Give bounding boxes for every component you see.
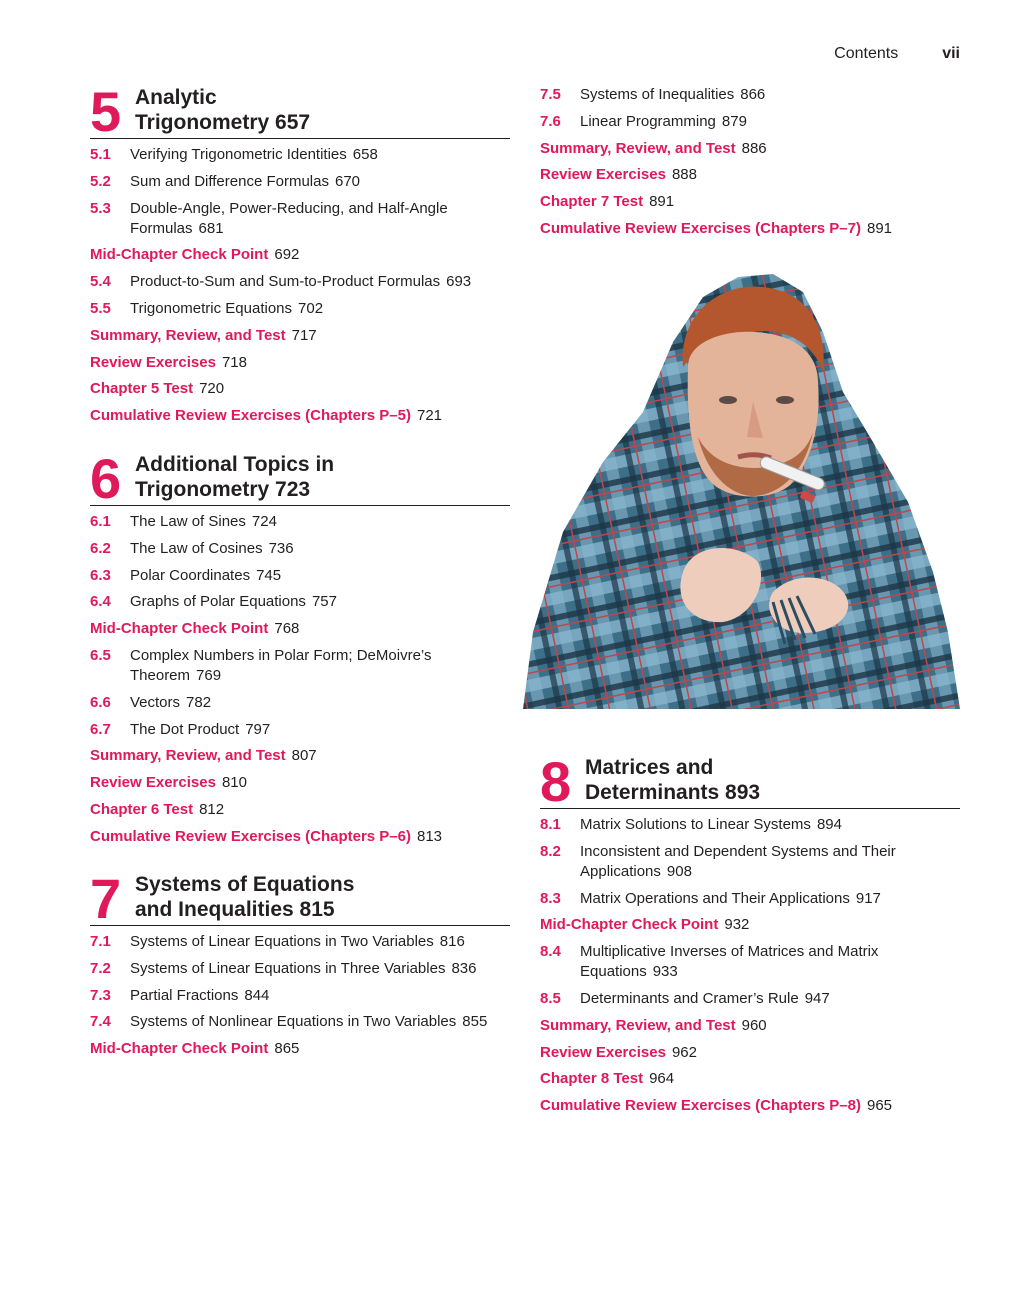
section-number: 5.4 <box>90 273 111 291</box>
chapter-title-line2: and Inequalities 815 <box>135 898 335 921</box>
section-title <box>130 145 510 165</box>
page-ref: 813 <box>416 827 443 845</box>
section-title-text: Systems of Nonlinear Equations in Two Variables <box>130 1013 457 1031</box>
section-number: 8.5 <box>540 989 561 1007</box>
toc-special-entry <box>90 619 510 639</box>
section-number: 7.6 <box>540 112 561 130</box>
page-ref: 886 <box>741 139 767 157</box>
chapter-number: 8 <box>540 750 571 813</box>
entry-label: Review Exercises <box>540 1043 666 1061</box>
section-title-text: Graphs of Polar Equations <box>130 593 306 611</box>
entry-label: Mid-Chapter Check Point <box>90 620 269 638</box>
entry-label: Cumulative Review Exercises (Chapters P–6) <box>90 827 411 845</box>
toc-special-entry <box>540 219 960 239</box>
entry-label: Summary, Review, and Test <box>540 1016 736 1034</box>
section-number: 7.1 <box>90 933 111 950</box>
page-ref: 865 <box>274 1040 300 1058</box>
section-title <box>130 932 510 952</box>
toc-section-entry <box>90 959 510 979</box>
running-head <box>834 45 960 63</box>
chapter-heading <box>540 750 960 813</box>
toc-special-entry <box>90 245 510 265</box>
section-title <box>130 566 510 586</box>
page-ref: 816 <box>439 933 465 950</box>
section-title-text: Vectors <box>130 693 181 711</box>
section-title <box>580 815 960 835</box>
toc-section-entry <box>90 1012 510 1032</box>
toc-section-entry <box>90 199 510 239</box>
section-title <box>580 989 960 1009</box>
page-ref: 724 <box>251 513 277 530</box>
toc-section-entry <box>90 172 510 192</box>
section-title-text: Complex Numbers in Polar Form; DeMoivre’s <box>130 646 432 664</box>
toc-special-entry <box>540 1043 960 1063</box>
section-number: 7.2 <box>90 959 111 977</box>
page-ref: 718 <box>221 353 247 371</box>
chapter-title-line1: Systems of Equations <box>135 873 355 896</box>
section-title-text: Verifying Trigonometric Identities <box>130 146 347 163</box>
section-title-text: Matrix Solutions to Linear Systems <box>580 816 811 833</box>
section-number: 6.4 <box>90 593 111 611</box>
toc-special-entry <box>90 406 510 426</box>
section-number: 6.5 <box>90 646 111 664</box>
section-number: 5.3 <box>90 199 111 217</box>
toc-section-entry <box>90 145 510 165</box>
toc-special-entry <box>540 192 960 212</box>
entry-label: Chapter 7 Test <box>540 193 644 211</box>
chapter-7-continued <box>540 85 960 246</box>
section-title-text: Double-Angle, Power-Reducing, and Half-Angle <box>130 199 448 217</box>
toc-section-entry <box>540 889 960 909</box>
chapter-heading <box>90 447 510 510</box>
toc-section-entry <box>90 512 510 532</box>
page-ref: 769 <box>196 666 222 684</box>
section-title-text: The Law of Sines <box>130 513 246 530</box>
page-ref: 891 <box>866 219 893 237</box>
page-ref: 768 <box>274 620 300 638</box>
section-title <box>130 986 510 1006</box>
section-title <box>130 720 510 740</box>
chapter-title-line2: Trigonometry 723 <box>135 478 311 501</box>
entry-label: Review Exercises <box>540 166 666 184</box>
section-number: 5.5 <box>90 299 111 317</box>
page-ref: 807 <box>291 747 317 765</box>
page-ref: 782 <box>186 693 212 711</box>
toc-section-entry <box>540 942 960 982</box>
chapter-title-line1: Analytic <box>135 86 217 109</box>
page-ref: 797 <box>245 720 271 738</box>
page-ref: 681 <box>198 219 224 237</box>
page-ref: 866 <box>740 86 766 103</box>
section-title <box>130 1012 510 1032</box>
toc-entries <box>90 932 510 1059</box>
page-ref: 917 <box>855 889 881 907</box>
toc-special-entry <box>540 1016 960 1036</box>
section-title-text: Determinants and Cramer’s Rule <box>580 989 799 1007</box>
left-eye <box>719 396 737 404</box>
section-number: 8.3 <box>540 889 561 907</box>
section-title <box>580 842 960 882</box>
toc-section-entry <box>540 815 960 835</box>
page-ref: 693 <box>446 273 472 291</box>
toc-special-entry <box>90 773 510 793</box>
entry-label: Summary, Review, and Test <box>90 326 286 344</box>
chapter-number: 5 <box>90 80 121 143</box>
section-number: 6.6 <box>90 693 111 711</box>
section-title-text: Product-to-Sum and Sum-to-Product Formulas <box>130 273 441 291</box>
entry-label: Chapter 6 Test <box>90 800 194 818</box>
section-title <box>580 942 960 982</box>
section-title-text: The Dot Product <box>130 720 240 738</box>
chapter-title-line1: Matrices and <box>585 756 714 779</box>
section-title-text: Matrix Operations and Their Applications <box>580 889 850 907</box>
toc-special-entry <box>540 1096 960 1116</box>
page-ref: 879 <box>721 112 747 130</box>
toc-section-entry <box>540 112 960 132</box>
section-title-text-cont: Theorem <box>130 666 191 684</box>
chapter-title-line2: Determinants 893 <box>585 781 761 804</box>
section-title <box>130 512 510 532</box>
page-ref: 717 <box>291 326 317 344</box>
section-number: 5.1 <box>90 146 111 163</box>
chapter-5-block <box>90 80 510 433</box>
section-number: 8.1 <box>540 816 561 833</box>
section-number: 7.5 <box>540 86 561 103</box>
page-ref: 908 <box>666 862 692 880</box>
page-number: vii <box>942 45 960 62</box>
toc-section-entry <box>540 989 960 1009</box>
section-title <box>580 85 960 105</box>
toc-section-entry <box>90 932 510 952</box>
toc-special-entry <box>90 800 510 820</box>
section-title-text: Systems of Linear Equations in Three Variables <box>130 959 446 977</box>
entry-label: Mid-Chapter Check Point <box>90 1040 269 1058</box>
page-ref: 702 <box>298 299 324 317</box>
page-ref: 670 <box>334 172 361 190</box>
page-ref: 810 <box>221 774 247 792</box>
section-title-text: Sum and Difference Formulas <box>130 172 329 190</box>
section-title <box>580 889 960 909</box>
section-title <box>130 272 510 292</box>
section-number: 6.3 <box>90 566 111 584</box>
chapter-heading <box>90 80 510 143</box>
section-title-text-cont: Formulas <box>130 219 193 237</box>
section-title-text: Partial Fractions <box>130 986 239 1004</box>
chapter-7-block <box>90 867 510 1066</box>
page-ref: 736 <box>268 539 294 557</box>
toc-section-entry <box>90 720 510 740</box>
toc-entries <box>540 815 960 1116</box>
page-ref: 692 <box>274 246 300 264</box>
page-ref: 933 <box>652 963 678 981</box>
toc-section-entry <box>90 693 510 713</box>
section-title-text: The Law of Cosines <box>130 539 263 557</box>
toc-section-entry <box>90 646 510 686</box>
chapter-title-line1: Additional Topics in <box>135 453 335 476</box>
page-ref: 855 <box>462 1013 488 1031</box>
toc-section-entry <box>90 986 510 1006</box>
toc-special-entry <box>540 139 960 159</box>
chapter-title-line2: Trigonometry 657 <box>135 111 311 134</box>
entry-label: Chapter 5 Test <box>90 380 194 398</box>
toc-section-entry <box>90 566 510 586</box>
chapter-number: 6 <box>90 447 121 510</box>
section-title-text: Multiplicative Inverses of Matrices and Matrix <box>580 943 879 961</box>
section-title <box>130 592 510 612</box>
section-title-text: Polar Coordinates <box>130 566 251 584</box>
page-ref: 658 <box>352 146 378 163</box>
toc-special-entry <box>90 353 510 373</box>
page-ref: 720 <box>199 380 225 398</box>
page-ref: 964 <box>649 1070 675 1088</box>
entry-label: Summary, Review, and Test <box>90 747 286 765</box>
section-title-text: Linear Programming <box>580 112 716 130</box>
entry-label: Summary, Review, and Test <box>540 139 736 157</box>
section-title <box>130 693 510 713</box>
entry-label: Cumulative Review Exercises (Chapters P–8) <box>540 1097 861 1115</box>
section-number: 6.1 <box>90 513 111 530</box>
entry-label: Cumulative Review Exercises (Chapters P–7) <box>540 219 861 237</box>
chapter-title <box>135 872 354 922</box>
toc-special-entry <box>90 326 510 346</box>
toc-special-entry <box>540 915 960 935</box>
section-title <box>130 539 510 559</box>
section-title <box>130 199 510 239</box>
entry-label: Chapter 8 Test <box>540 1070 644 1088</box>
toc-entries <box>540 85 960 239</box>
section-title-text-cont: Equations <box>580 963 647 981</box>
toc-section-entry <box>90 299 510 319</box>
section-title-text: Systems of Linear Equations in Two Variables <box>130 933 434 950</box>
chapter-8-block <box>540 750 960 1123</box>
section-number: 7.3 <box>90 986 111 1004</box>
toc-section-entry <box>540 85 960 105</box>
toc-special-entry <box>90 827 510 847</box>
section-title <box>580 112 960 132</box>
section-number: 7.4 <box>90 1013 111 1031</box>
section-title <box>130 959 510 979</box>
page-ref: 965 <box>866 1097 893 1115</box>
section-title-text: Inconsistent and Dependent Systems and Their <box>580 842 896 860</box>
entry-label: Mid-Chapter Check Point <box>540 916 719 934</box>
chapter-title <box>135 452 334 502</box>
chapter-title <box>135 85 310 135</box>
page-ref: 844 <box>244 986 270 1004</box>
running-head-label: Contents <box>834 45 899 62</box>
page-ref: 721 <box>416 407 443 425</box>
page-ref: 757 <box>311 593 337 611</box>
page-ref: 947 <box>804 989 830 1007</box>
section-title <box>130 172 510 192</box>
section-number: 8.4 <box>540 943 561 961</box>
page-ref: 888 <box>671 166 697 184</box>
page-ref: 932 <box>724 916 750 934</box>
chapter-number: 7 <box>90 867 121 930</box>
toc-section-entry <box>90 272 510 292</box>
section-number: 8.2 <box>540 842 561 860</box>
entry-label: Cumulative Review Exercises (Chapters P–5) <box>90 407 411 425</box>
chapter-title <box>585 755 760 805</box>
entry-label: Mid-Chapter Check Point <box>90 246 269 264</box>
page-ref: 812 <box>199 800 225 818</box>
page-ref: 960 <box>741 1016 767 1034</box>
page-ref: 894 <box>816 816 842 833</box>
toc-entries <box>90 512 510 847</box>
chapter-6-block <box>90 447 510 854</box>
page-ref: 891 <box>649 193 675 211</box>
toc-special-entry <box>90 1039 510 1059</box>
right-eye <box>776 396 794 404</box>
toc-special-entry <box>90 379 510 399</box>
section-title-text: Trigonometric Equations <box>130 299 293 317</box>
entry-label: Review Exercises <box>90 353 216 371</box>
toc-section-entry <box>90 539 510 559</box>
toc-entries <box>90 145 510 426</box>
section-number: 6.2 <box>90 539 111 557</box>
section-number: 6.7 <box>90 720 111 738</box>
section-title <box>130 646 510 686</box>
toc-special-entry <box>540 1069 960 1089</box>
entry-label: Review Exercises <box>90 774 216 792</box>
toc-special-entry <box>90 746 510 766</box>
page-ref: 836 <box>451 959 477 977</box>
page-ref: 962 <box>671 1043 697 1061</box>
section-title <box>130 299 510 319</box>
toc-special-entry <box>540 165 960 185</box>
toc-section-entry <box>90 592 510 612</box>
section-title-text: Systems of Inequalities <box>580 86 735 103</box>
page-ref: 745 <box>256 566 282 584</box>
section-title-text-cont: Applications <box>580 862 661 880</box>
man-in-blanket-photo <box>523 272 960 709</box>
section-number: 5.2 <box>90 172 111 190</box>
chapter-heading <box>90 867 510 930</box>
toc-section-entry <box>540 842 960 882</box>
